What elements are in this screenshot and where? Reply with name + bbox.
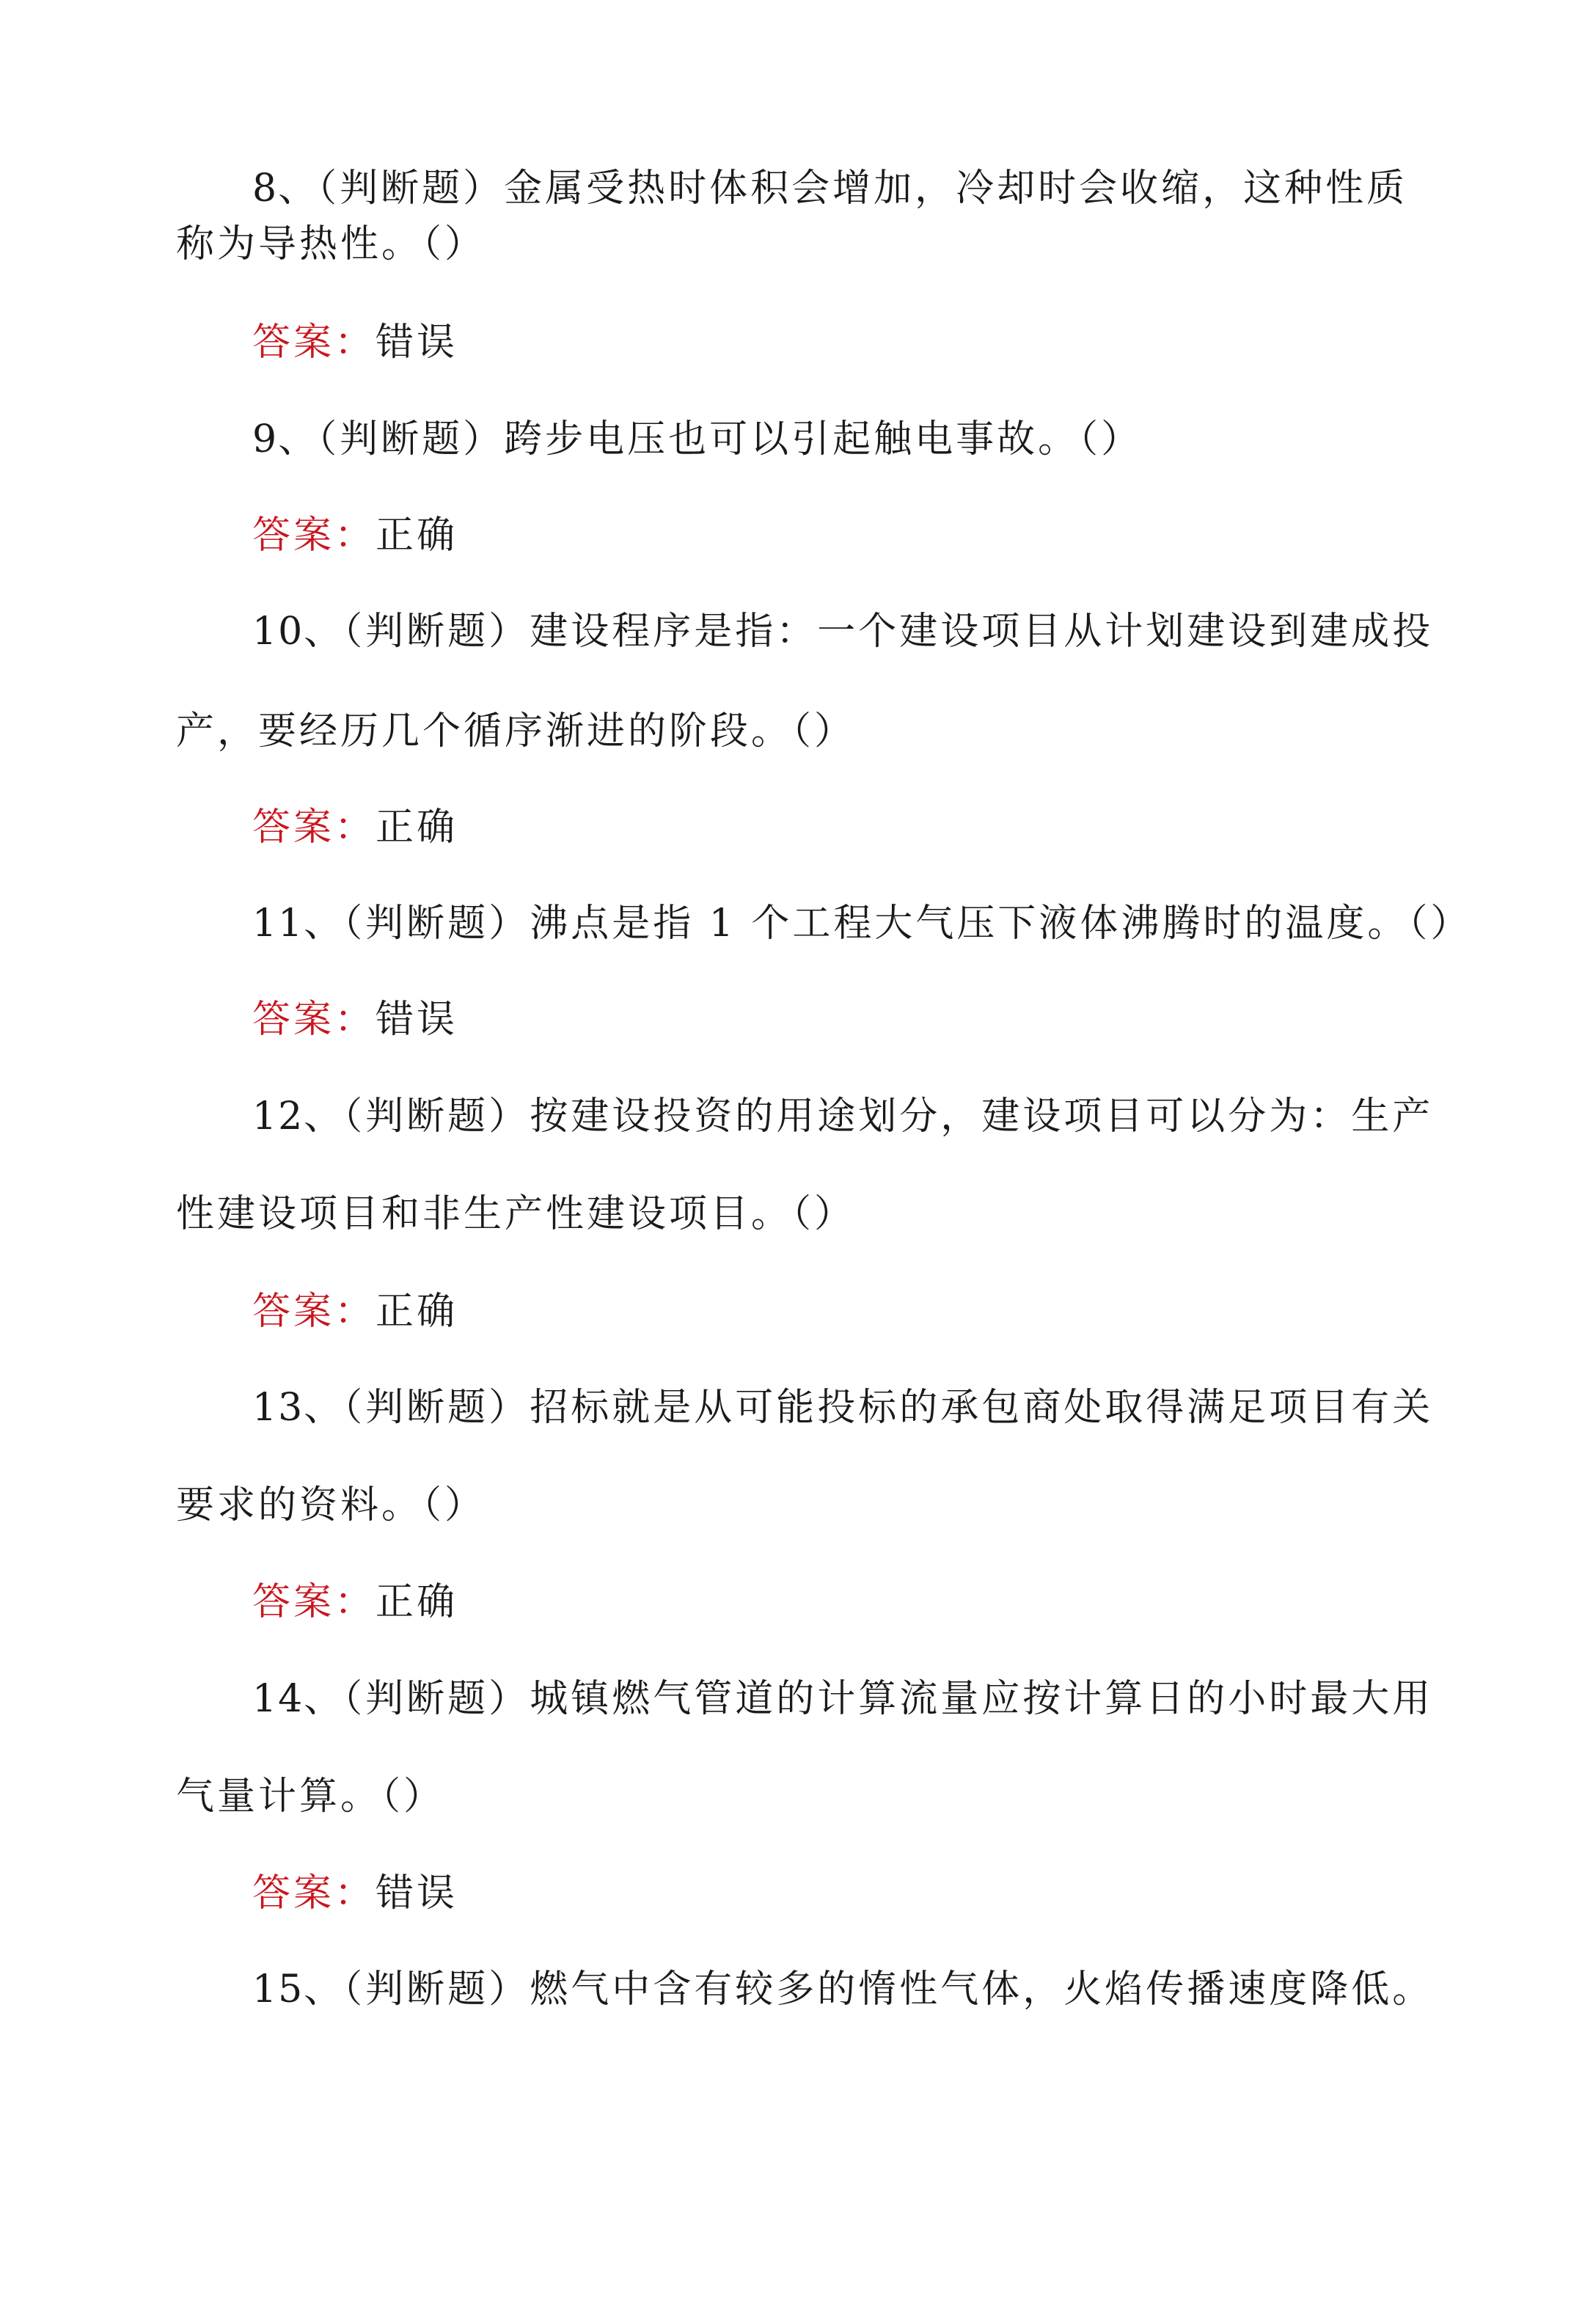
answer-12	[252, 1286, 458, 1337]
question-number: 10、	[252, 610, 344, 654]
answer-value: 错误	[376, 321, 458, 365]
question-type: （判断题）	[343, 1386, 530, 1430]
question-type: （判断题）	[343, 1677, 530, 1721]
answer-label: 答案：	[252, 1580, 376, 1624]
answer-11	[252, 994, 458, 1045]
answer-10	[252, 802, 458, 853]
question-text: 跨步电压也可以引起触电事故。（）	[504, 417, 1143, 461]
answer-label: 答案：	[252, 805, 376, 849]
question-10-line-2: 产，要经历几个循序渐进的阶段。（）	[176, 709, 856, 753]
question-type: （判断题）	[343, 1095, 530, 1139]
question-15-line-1	[252, 1964, 1433, 2015]
question-8-line-1	[252, 163, 1407, 214]
question-type: （判断题）	[343, 902, 530, 946]
question-type: （判断题）	[343, 1967, 530, 2011]
question-number: 8、	[252, 167, 318, 211]
question-number: 15、	[252, 1967, 344, 2011]
question-type: （判断题）	[318, 417, 505, 461]
question-text: 金属受热时体积会增加，冷却时会收缩，这种性质	[504, 167, 1408, 211]
question-text: 建设程序是指：一个建设项目从计划建设到建成投	[530, 610, 1434, 654]
answer-label: 答案：	[252, 1871, 376, 1915]
question-14-line-1	[252, 1673, 1433, 1725]
answer-value: 错误	[376, 998, 458, 1042]
question-number: 12、	[252, 1095, 344, 1139]
answer-value: 正确	[376, 1580, 458, 1624]
question-14-line-2: 气量计算。（）	[176, 1775, 445, 1819]
answer-label: 答案：	[252, 514, 376, 558]
question-number: 9、	[252, 417, 318, 461]
answer-14	[252, 1868, 458, 1919]
answer-value: 正确	[376, 514, 458, 558]
question-12-line-2: 性建设项目和非生产性建设项目。（）	[176, 1192, 856, 1236]
question-text: 沸点是指 1 个工程大气压下液体沸腾时的温度。（）	[530, 902, 1472, 946]
question-type: （判断题）	[343, 610, 530, 654]
question-13-line-1	[252, 1382, 1433, 1433]
question-10-line-1	[252, 606, 1433, 657]
answer-label: 答案：	[252, 998, 376, 1042]
question-type: （判断题）	[318, 167, 505, 211]
question-text: 燃气中含有较多的惰性气体，火焰传播速度降低。	[530, 1967, 1434, 2011]
answer-13	[252, 1576, 458, 1628]
question-9-line-1	[252, 414, 1142, 465]
answer-label: 答案：	[252, 321, 376, 365]
answer-value: 正确	[376, 1290, 458, 1334]
answer-9	[252, 510, 458, 561]
question-number: 13、	[252, 1386, 344, 1430]
answer-value: 正确	[376, 805, 458, 849]
question-12-line-1	[252, 1091, 1433, 1142]
question-text: 城镇燃气管道的计算流量应按计算日的小时最大用	[530, 1677, 1434, 1721]
question-8-line-2: 称为导热性。（）	[176, 222, 486, 266]
question-13-line-2: 要求的资料。（）	[176, 1483, 486, 1527]
question-number: 11、	[252, 902, 344, 946]
answer-label: 答案：	[252, 1290, 376, 1334]
question-text: 招标就是从可能投标的承包商处取得满足项目有关	[530, 1386, 1434, 1430]
question-11-line-1	[252, 898, 1471, 949]
answer-value: 错误	[376, 1871, 458, 1915]
answer-8	[252, 317, 458, 368]
question-number: 14、	[252, 1677, 344, 1721]
question-text: 按建设投资的用途划分，建设项目可以分为：生产	[530, 1095, 1434, 1139]
